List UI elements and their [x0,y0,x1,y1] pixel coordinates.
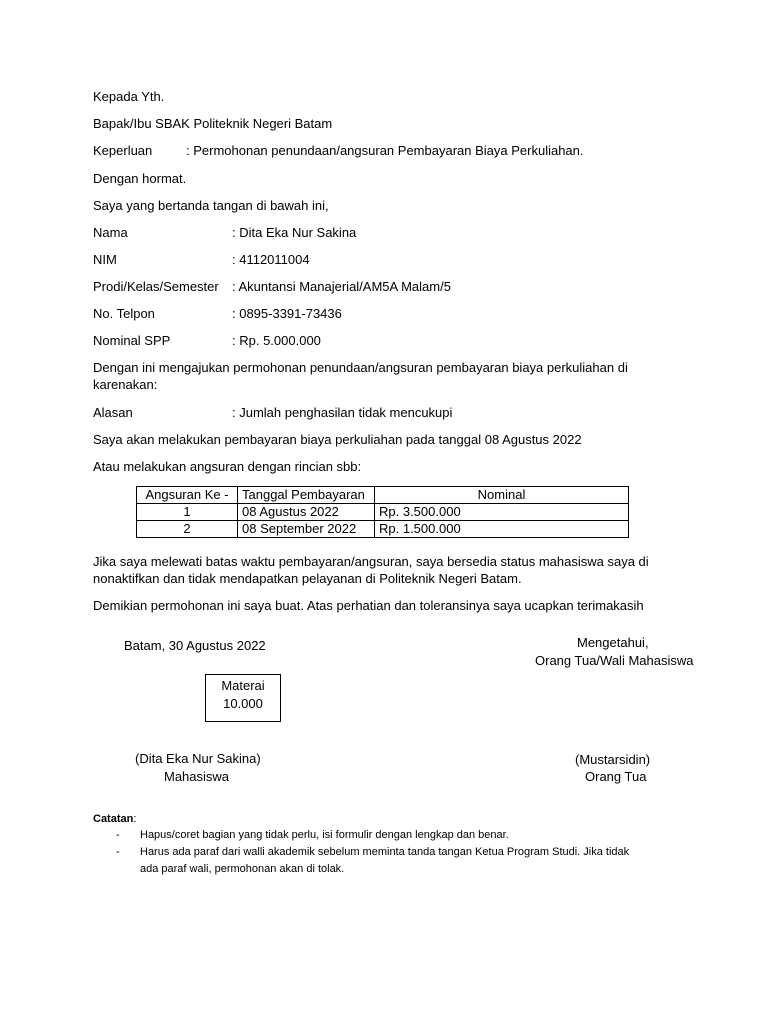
note-item-2-line-1: Harus ada paraf dari walli akademik sebelum meminta tanda tangan Ketua Program Studi. Jika tidak [140,846,630,858]
greeting: Dengan hormat. [93,171,187,186]
field-spp-label: Nominal SPP [93,333,171,348]
reason-label: Alasan [93,405,133,420]
table-header-row [137,487,629,504]
closing-text: Demikian permohonan ini saya buat. Atas perhatian dan toleransinya saya ucapkan terimakasih [93,598,644,613]
field-nim-value: : 4112011004 [232,252,310,267]
student-name: (Dita Eka Nur Sakina) [135,751,261,766]
cell-nominal: Rp. 1.500.000 [375,521,629,538]
request-line-2: karenakan: [93,377,158,392]
intro-text: Saya yang bertanda tangan di bawah ini, [93,198,329,213]
recipient: Bapak/Ibu SBAK Politeknik Negeri Batam [93,116,333,131]
installment-table [136,486,629,538]
table-row [137,521,629,538]
field-prodi-label: Prodi/Kelas/Semester [93,279,219,294]
table-row [137,504,629,521]
header-date: Tanggal Pembayaran [238,487,375,504]
cell-installment: 2 [137,521,238,538]
stamp-line-1: Materai [221,678,265,693]
header-installment: Angsuran Ke - [137,487,238,504]
request-line-1: Dengan ini mengajukan permohonan penundaan/angsuran pembayaran biaya perkuliahan di [93,360,628,375]
note-item-2-line-2: ada paraf wali, permohonan akan di tolak. [140,863,345,875]
field-prodi-value: : Akuntansi Manajerial/AM5A Malam/5 [232,279,451,294]
note-bullet: - [116,829,120,841]
parent-name: (Mustarsidin) [575,752,651,767]
note-bullet: - [116,846,120,858]
student-role: Mahasiswa [164,769,230,784]
field-phone-label: No. Telpon [93,306,155,321]
reason-value: : Jumlah penghasilan tidak mencukupi [232,405,453,420]
field-nim-label: NIM [93,252,117,267]
field-name-label: Nama [93,225,128,240]
parent-role: Orang Tua [585,769,647,784]
cell-date: 08 Agustus 2022 [238,504,375,521]
field-name-value: : Dita Eka Nur Sakina [232,225,357,240]
installment-intro: Atau melakukan angsuran dengan rincian sbb: [93,459,362,474]
salutation: Kepada Yth. [93,89,165,104]
header-nominal: Nominal [375,487,629,504]
place-date: Batam, 30 Agustus 2022 [124,638,266,653]
purpose-label: Keperluan [93,143,153,158]
field-spp-value: : Rp. 5.000.000 [232,333,321,348]
consequence-line-2: nonaktifkan dan tidak mendapatkan pelayanan di Politeknik Negeri Batam. [93,571,522,586]
cell-date: 08 September 2022 [238,521,375,538]
purpose-value: : Permohonan penundaan/angsuran Pembayaran Biaya Perkuliahan. [186,143,584,158]
field-phone-value: : 0895-3391-73436 [232,306,342,321]
note-item-1: Hapus/coret bagian yang tidak perlu, isi formulir dengan lengkap dan benar. [140,829,509,841]
notes-title-row: Catatan: [93,813,137,825]
consequence-line-1: Jika saya melewati batas waktu pembayaran/angsuran, saya bersedia status mahasiswa saya di [93,554,649,569]
payment-date-text: Saya akan melakukan pembayaran biaya perkuliahan pada tanggal 08 Agustus 2022 [93,432,582,447]
guardian-title: Orang Tua/Wali Mahasiswa [535,653,694,668]
stamp-box [205,674,281,722]
notes-title: Catatan [93,813,134,825]
cell-nominal: Rp. 3.500.000 [375,504,629,521]
stamp-line-2: 10.000 [223,696,263,711]
acknowledged-label: Mengetahui, [577,635,649,650]
cell-installment: 1 [137,504,238,521]
